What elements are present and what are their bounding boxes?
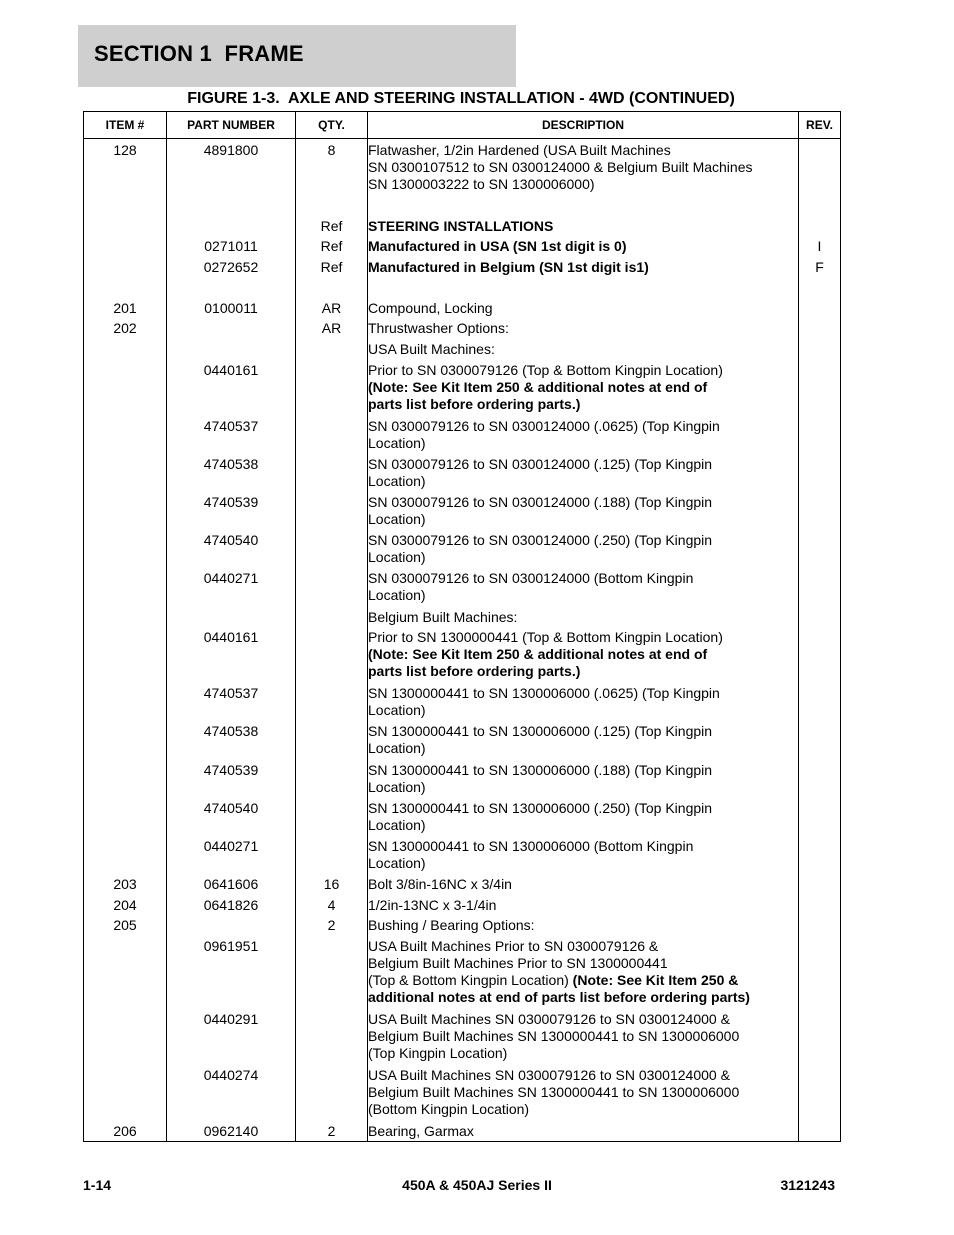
description-cell xyxy=(368,935,799,1008)
description-cell xyxy=(368,1064,799,1120)
table-row xyxy=(84,797,841,835)
table-row xyxy=(84,935,841,1008)
item-cell xyxy=(84,215,167,236)
description-text: Flatwasher, 1/2in Hardened (USA Built Machines SN 0300107512 to SN 0300124000 & Belgium Built Machines SN 1300003222 to SN 1300006000) xyxy=(368,142,753,192)
footer-doc-number: 3121243 xyxy=(780,1177,835,1193)
item-cell: 202 xyxy=(84,317,167,338)
column-header-part-number: PART NUMBER xyxy=(167,112,296,139)
filler-cell xyxy=(296,1141,368,1142)
part-number-cell xyxy=(167,606,296,627)
rev-cell xyxy=(799,682,841,720)
part-number-cell: 0440274 xyxy=(167,1064,296,1120)
part-number-cell: 0271011 xyxy=(167,235,296,256)
part-number-cell: 0440161 xyxy=(167,359,296,415)
qty-cell xyxy=(296,606,368,627)
qty-cell xyxy=(296,935,368,1008)
item-cell xyxy=(84,759,167,797)
qty-cell: Ref xyxy=(296,256,368,277)
description-text: Prior to SN 1300000441 (Top & Bottom Kingpin Location) xyxy=(368,629,723,646)
item-cell xyxy=(84,359,167,415)
part-number-cell: 4740539 xyxy=(167,759,296,797)
qty-cell xyxy=(296,529,368,567)
description-text: Bearing, Garmax xyxy=(368,1123,474,1140)
description-cell xyxy=(368,338,799,359)
section-title: SECTION 1 FRAME xyxy=(94,41,304,66)
qty-cell xyxy=(296,682,368,720)
description-cell xyxy=(368,256,799,277)
table-row xyxy=(84,235,841,256)
description-text: USA Built Machines Prior to SN 0300079126 & Belgium Built Machines Prior to SN 1300000441 (Top & Bottom Kingpin Location) xyxy=(368,938,668,989)
description-note: (Note: See Kit Item 250 & additional notes at end of parts list before ordering parts) xyxy=(368,972,750,1006)
qty-cell xyxy=(296,1064,368,1120)
table-row xyxy=(84,720,841,758)
filler-cell xyxy=(368,1141,799,1142)
rev-cell xyxy=(799,139,841,195)
item-cell xyxy=(84,256,167,277)
spacer-cell xyxy=(167,195,296,215)
item-cell xyxy=(84,720,167,758)
part-number-cell: 4740538 xyxy=(167,720,296,758)
item-cell xyxy=(84,626,167,682)
table-row xyxy=(84,1120,841,1141)
rev-cell: I xyxy=(799,235,841,256)
table-row xyxy=(84,317,841,338)
part-number-cell: 0641826 xyxy=(167,894,296,915)
qty-cell: AR xyxy=(296,297,368,318)
description-cell xyxy=(368,720,799,758)
footer-page-number: 1-14 xyxy=(83,1177,112,1193)
qty-cell xyxy=(296,626,368,682)
description-cell xyxy=(368,567,799,605)
item-cell xyxy=(84,415,167,453)
qty-cell xyxy=(296,797,368,835)
description-text: USA Built Machines SN 0300079126 to SN 0300124000 & Belgium Built Machines SN 1300000441 to SN 1300006000 (Top Kingpin Location) xyxy=(368,1011,740,1062)
description-note: Manufactured in Belgium (SN 1st digit is1) xyxy=(368,259,649,276)
description-note: STEERING INSTALLATIONS xyxy=(368,217,554,234)
rev-cell xyxy=(799,317,841,338)
rev-cell xyxy=(799,297,841,318)
part-number-cell: 0440271 xyxy=(167,835,296,873)
part-number-cell xyxy=(167,338,296,359)
rev-cell xyxy=(799,914,841,935)
description-cell xyxy=(368,297,799,318)
table-row xyxy=(84,453,841,491)
table-row xyxy=(84,626,841,682)
table-row xyxy=(84,682,841,720)
table-row xyxy=(84,567,841,605)
table-header-row xyxy=(84,112,841,139)
item-cell xyxy=(84,935,167,1008)
footer-model: 450A & 450AJ Series II xyxy=(402,1177,552,1193)
item-cell xyxy=(84,338,167,359)
rev-cell xyxy=(799,529,841,567)
description-text: 1/2in-13NC x 3-1/4in xyxy=(368,896,497,913)
spacer-cell xyxy=(296,277,368,297)
description-text: SN 0300079126 to SN 0300124000 (Bottom Kingpin Location) xyxy=(368,570,694,604)
rev-cell xyxy=(799,720,841,758)
description-note: (Note: See Kit Item 250 & additional notes at end of parts list before ordering parts.) xyxy=(368,646,708,680)
table-row xyxy=(84,914,841,935)
qty-cell xyxy=(296,720,368,758)
rev-cell xyxy=(799,338,841,359)
qty-cell xyxy=(296,453,368,491)
rev-cell xyxy=(799,935,841,1008)
description-cell xyxy=(368,139,799,195)
description-text: SN 0300079126 to SN 0300124000 (.188) (Top Kingpin Location) xyxy=(368,493,713,527)
part-number-cell: 4740540 xyxy=(167,797,296,835)
description-cell xyxy=(368,626,799,682)
item-cell xyxy=(84,1008,167,1064)
description-text: SN 1300000441 to SN 1300006000 (.188) (Top Kingpin Location) xyxy=(368,761,713,795)
item-cell: 128 xyxy=(84,139,167,195)
rev-cell xyxy=(799,759,841,797)
qty-cell xyxy=(296,759,368,797)
part-number-cell: 4740540 xyxy=(167,529,296,567)
table-row xyxy=(84,1064,841,1120)
qty-cell: 4 xyxy=(296,894,368,915)
item-cell: 204 xyxy=(84,894,167,915)
description-text: SN 0300079126 to SN 0300124000 (.250) (Top Kingpin Location) xyxy=(368,532,713,566)
qty-cell xyxy=(296,359,368,415)
qty-cell: AR xyxy=(296,317,368,338)
item-cell: 201 xyxy=(84,297,167,318)
spacer-cell xyxy=(799,195,841,215)
item-cell: 203 xyxy=(84,873,167,894)
figure-title: FIGURE 1-3. AXLE AND STEERING INSTALLATION - 4WD (CONTINUED) xyxy=(187,90,735,107)
item-cell xyxy=(84,606,167,627)
rev-cell xyxy=(799,873,841,894)
part-number-cell: 0100011 xyxy=(167,297,296,318)
table-row xyxy=(84,894,841,915)
part-number-cell xyxy=(167,317,296,338)
description-text: SN 1300000441 to SN 1300006000 (.250) (Top Kingpin Location) xyxy=(368,799,713,833)
rev-cell xyxy=(799,1008,841,1064)
description-cell xyxy=(368,606,799,627)
rev-cell xyxy=(799,835,841,873)
filler-row xyxy=(84,1141,841,1142)
part-number-cell xyxy=(167,215,296,236)
table-row xyxy=(84,415,841,453)
rev-cell xyxy=(799,606,841,627)
rev-cell xyxy=(799,491,841,529)
table-row xyxy=(84,1008,841,1064)
column-header-item: ITEM # xyxy=(84,112,167,139)
rev-cell xyxy=(799,797,841,835)
item-cell xyxy=(84,835,167,873)
filler-cell xyxy=(84,1141,167,1142)
description-text: SN 0300079126 to SN 0300124000 (.0625) (Top Kingpin Location) xyxy=(368,417,720,451)
spacer-cell xyxy=(84,195,167,215)
rev-cell xyxy=(799,453,841,491)
spacer-row xyxy=(84,195,841,215)
qty-cell xyxy=(296,567,368,605)
spacer-cell xyxy=(368,195,799,215)
description-text: USA Built Machines SN 0300079126 to SN 0300124000 & Belgium Built Machines SN 1300000441 to SN 1300006000 (Bottom Kingpin Location) xyxy=(368,1067,740,1118)
qty-cell: 2 xyxy=(296,1120,368,1141)
qty-cell xyxy=(296,1008,368,1064)
description-cell xyxy=(368,1120,799,1141)
filler-cell xyxy=(799,1141,841,1142)
description-text: Bushing / Bearing Options: xyxy=(368,917,535,934)
item-cell xyxy=(84,235,167,256)
rev-cell xyxy=(799,415,841,453)
description-cell xyxy=(368,873,799,894)
description-cell xyxy=(368,797,799,835)
table-row xyxy=(84,491,841,529)
part-number-cell: 4740539 xyxy=(167,491,296,529)
description-text: Prior to SN 0300079126 (Top & Bottom Kingpin Location) xyxy=(368,361,723,378)
part-number-cell xyxy=(167,914,296,935)
description-cell xyxy=(368,1008,799,1064)
description-cell xyxy=(368,235,799,256)
part-number-cell: 0440161 xyxy=(167,626,296,682)
description-note: (Note: See Kit Item 250 & additional notes at end of parts list before ordering parts.) xyxy=(368,378,708,412)
qty-cell xyxy=(296,491,368,529)
part-number-cell: 4740537 xyxy=(167,415,296,453)
part-number-cell: 0641606 xyxy=(167,873,296,894)
description-cell xyxy=(368,682,799,720)
description-text: SN 1300000441 to SN 1300006000 (.125) (Top Kingpin Location) xyxy=(368,723,713,757)
part-number-cell: 0272652 xyxy=(167,256,296,277)
description-text: USA Built Machines: xyxy=(368,341,495,358)
rev-cell xyxy=(799,359,841,415)
rev-cell xyxy=(799,567,841,605)
qty-cell: 8 xyxy=(296,139,368,195)
part-number-cell: 4740538 xyxy=(167,453,296,491)
description-text: Bolt 3/8in-16NC x 3/4in xyxy=(368,876,512,893)
filler-cell xyxy=(167,1141,296,1142)
section-banner xyxy=(78,25,516,87)
table-row xyxy=(84,297,841,318)
spacer-cell xyxy=(368,277,799,297)
table-row xyxy=(84,529,841,567)
item-cell xyxy=(84,797,167,835)
description-text: SN 1300000441 to SN 1300006000 (.0625) (Top Kingpin Location) xyxy=(368,685,720,719)
part-number-cell: 0440271 xyxy=(167,567,296,605)
description-cell xyxy=(368,415,799,453)
part-number-cell: 4740537 xyxy=(167,682,296,720)
description-text: SN 1300000441 to SN 1300006000 (Bottom Kingpin Location) xyxy=(368,837,694,871)
part-number-cell: 0962140 xyxy=(167,1120,296,1141)
qty-cell: 16 xyxy=(296,873,368,894)
table-row xyxy=(84,835,841,873)
description-cell xyxy=(368,894,799,915)
part-number-cell: 4891800 xyxy=(167,139,296,195)
table-row xyxy=(84,606,841,627)
table-row xyxy=(84,359,841,415)
part-number-cell: 0961951 xyxy=(167,935,296,1008)
column-header-qty: QTY. xyxy=(296,112,368,139)
qty-cell: 2 xyxy=(296,914,368,935)
rev-cell xyxy=(799,1064,841,1120)
item-cell xyxy=(84,567,167,605)
rev-cell xyxy=(799,215,841,236)
description-cell xyxy=(368,215,799,236)
table-row xyxy=(84,215,841,236)
rev-cell xyxy=(799,1120,841,1141)
table-row xyxy=(84,256,841,277)
rev-cell xyxy=(799,626,841,682)
parts-table xyxy=(83,111,841,1142)
table-row xyxy=(84,139,841,195)
item-cell: 205 xyxy=(84,914,167,935)
item-cell xyxy=(84,529,167,567)
spacer-cell xyxy=(296,195,368,215)
description-text: Compound, Locking xyxy=(368,299,493,316)
description-cell xyxy=(368,529,799,567)
item-cell xyxy=(84,682,167,720)
description-note: Manufactured in USA (SN 1st digit is 0) xyxy=(368,238,627,255)
qty-cell xyxy=(296,835,368,873)
table-row xyxy=(84,759,841,797)
description-text: SN 0300079126 to SN 0300124000 (.125) (Top Kingpin Location) xyxy=(368,455,713,489)
qty-cell xyxy=(296,338,368,359)
spacer-row xyxy=(84,277,841,297)
item-cell: 206 xyxy=(84,1120,167,1141)
description-cell xyxy=(368,759,799,797)
description-cell xyxy=(368,317,799,338)
item-cell xyxy=(84,491,167,529)
description-cell xyxy=(368,835,799,873)
qty-cell xyxy=(296,415,368,453)
rev-cell xyxy=(799,894,841,915)
column-header-description: DESCRIPTION xyxy=(368,112,799,139)
item-cell xyxy=(84,1064,167,1120)
spacer-cell xyxy=(799,277,841,297)
spacer-cell xyxy=(84,277,167,297)
qty-cell: Ref xyxy=(296,215,368,236)
item-cell xyxy=(84,453,167,491)
table-row xyxy=(84,873,841,894)
spacer-cell xyxy=(167,277,296,297)
description-cell xyxy=(368,914,799,935)
table-row xyxy=(84,338,841,359)
parts-table-body xyxy=(84,139,841,1142)
rev-cell: F xyxy=(799,256,841,277)
description-cell xyxy=(368,491,799,529)
description-cell xyxy=(368,359,799,415)
column-header-rev: REV. xyxy=(799,112,841,139)
part-number-cell: 0440291 xyxy=(167,1008,296,1064)
description-cell xyxy=(368,453,799,491)
description-text: Belgium Built Machines: xyxy=(368,608,518,625)
description-text: Thrustwasher Options: xyxy=(368,320,509,337)
qty-cell: Ref xyxy=(296,235,368,256)
